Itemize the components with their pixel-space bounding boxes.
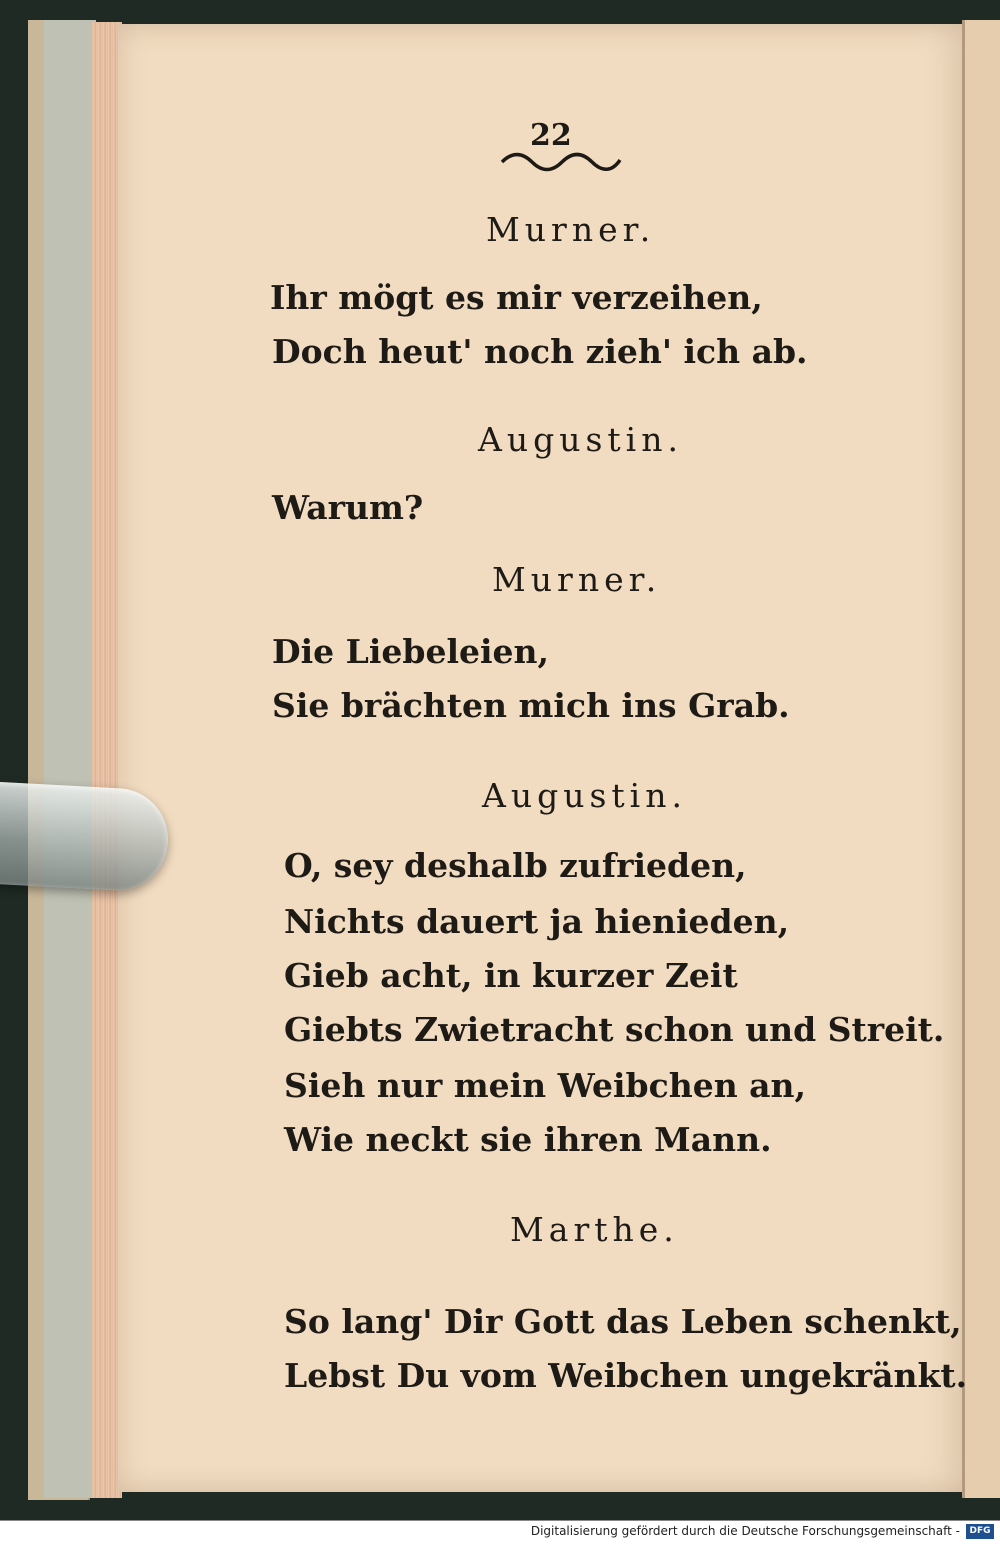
speaker-name: Murner. <box>486 210 656 249</box>
footer-bar <box>0 1520 1000 1544</box>
page-holder-clip <box>0 781 171 893</box>
verse-line: Nichts dauert ja hienieden, <box>284 902 790 941</box>
verse-line: Gieb acht, in kurzer Zeit <box>284 956 738 995</box>
wave-ornament <box>500 150 622 172</box>
speaker-name: Augustin. <box>478 420 683 459</box>
page-number: 22 <box>530 118 572 153</box>
dfg-logo-icon: DFG <box>966 1524 994 1539</box>
verse-line: So lang' Dir Gott das Leben schenkt, <box>284 1302 962 1341</box>
verse-line: Sieh nur mein Weibchen an, <box>284 1066 807 1105</box>
verse-line: Doch heut' noch zieh' ich ab. <box>272 332 808 371</box>
verse-line: Wie neckt sie ihren Mann. <box>284 1120 772 1159</box>
verse-line: Giebts Zwietracht schon und Streit. <box>284 1010 945 1049</box>
verse-line: Die Liebeleien, <box>272 632 549 671</box>
book-spine-edge <box>44 20 96 1498</box>
verse-line: Lebst Du vom Weibchen ungekränkt. <box>284 1356 968 1395</box>
speaker-name: Murner. <box>492 560 662 599</box>
verse-line: O, sey deshalb zufrieden, <box>284 846 747 885</box>
verse-line: Sie brächten mich ins Grab. <box>272 686 790 725</box>
verse-line: Ihr mögt es mir verzeihen, <box>270 278 763 317</box>
speaker-name: Marthe. <box>510 1210 679 1249</box>
funding-credit: Digitalisierung gefördert durch die Deutsche Forschungsgemeinschaft - <box>530 1524 960 1538</box>
facing-page-edge <box>962 20 1000 1498</box>
speaker-name: Augustin. <box>482 776 687 815</box>
verse-line: Warum? <box>272 488 424 527</box>
